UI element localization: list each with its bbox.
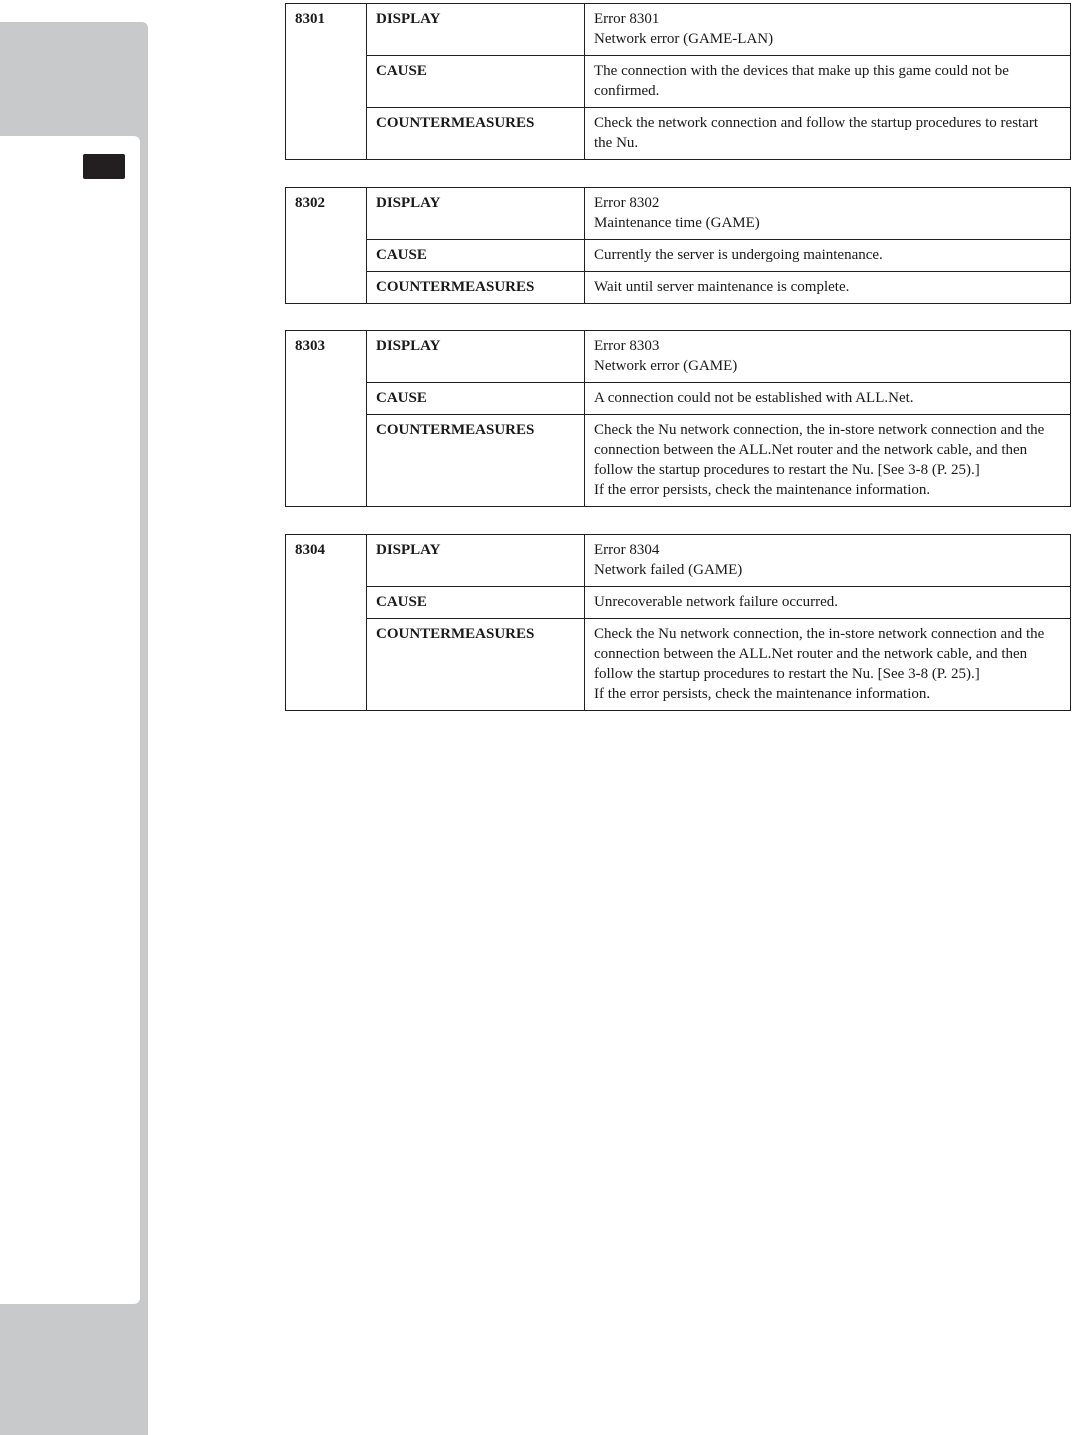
cause-line: confirmed.: [594, 83, 660, 99]
cause-line: The connection with the devices that make up this game could not be: [594, 63, 1009, 79]
countermeasures-label: COUNTERMEASURES: [367, 108, 585, 160]
error-code: 8302: [286, 188, 367, 304]
chapter-marker: [83, 154, 125, 179]
countermeasures-value: [585, 108, 1071, 160]
countermeasures-row: [286, 415, 1071, 507]
cause-value: [585, 240, 1071, 272]
countermeasures-label: COUNTERMEASURES: [367, 619, 585, 711]
cause-row: [286, 383, 1071, 415]
cause-line: Currently the server is undergoing maintenance.: [594, 247, 883, 263]
countermeasures-line: If the error persists, check the maintenance information.: [594, 482, 931, 498]
display-value: [585, 331, 1071, 383]
countermeasures-value: [585, 415, 1071, 507]
countermeasures-row: [286, 619, 1071, 711]
countermeasures-line: follow the startup procedures to restart the Nu. [See 3-8 (P. 25).]: [594, 666, 980, 682]
countermeasures-value: [585, 619, 1071, 711]
cause-label: CAUSE: [367, 587, 585, 619]
table-spacer: [285, 507, 1071, 534]
countermeasures-line: Check the Nu network connection, the in-store network connection and the: [594, 422, 1045, 438]
display-line: Error 8302: [594, 195, 660, 211]
cause-row: [286, 240, 1071, 272]
display-line: Network error (GAME-LAN): [594, 31, 774, 47]
countermeasures-value: [585, 272, 1071, 304]
display-label: DISPLAY: [367, 331, 585, 383]
error-table-8304: [285, 534, 1071, 711]
display-row: [286, 535, 1071, 587]
countermeasures-line: the Nu.: [594, 135, 639, 151]
cause-label: CAUSE: [367, 383, 585, 415]
countermeasures-label: COUNTERMEASURES: [367, 272, 585, 304]
display-value: [585, 4, 1071, 56]
countermeasures-line: connection between the ALL.Net router and the network cable, and then: [594, 646, 1028, 662]
error-code: 8304: [286, 535, 367, 711]
cause-label: CAUSE: [367, 56, 585, 108]
display-row: [286, 188, 1071, 240]
cause-value: [585, 56, 1071, 108]
error-code: 8303: [286, 331, 367, 507]
cause-row: [286, 56, 1071, 108]
display-line: Error 8304: [594, 542, 660, 558]
display-label: DISPLAY: [367, 188, 585, 240]
countermeasures-line: Wait until server maintenance is complete.: [594, 279, 850, 295]
display-row: [286, 4, 1071, 56]
cause-row: [286, 587, 1071, 619]
display-line: Network failed (GAME): [594, 562, 743, 578]
error-table-8301: [285, 3, 1071, 160]
display-line: Maintenance time (GAME): [594, 215, 760, 231]
display-line: Error 8301: [594, 11, 660, 27]
cause-label: CAUSE: [367, 240, 585, 272]
countermeasures-line: Check the network connection and follow the startup procedures to restart: [594, 115, 1039, 131]
error-table-8303: [285, 330, 1071, 507]
display-line: Network error (GAME): [594, 358, 738, 374]
side-tab-panel: [0, 136, 140, 1304]
countermeasures-row: [286, 108, 1071, 160]
countermeasures-label: COUNTERMEASURES: [367, 415, 585, 507]
countermeasures-line: If the error persists, check the maintenance information.: [594, 686, 931, 702]
error-table-8302: [285, 187, 1071, 304]
display-row: [286, 331, 1071, 383]
table-spacer: [285, 160, 1071, 187]
display-label: DISPLAY: [367, 535, 585, 587]
error-tables: [285, 3, 1071, 711]
cause-value: [585, 383, 1071, 415]
table-spacer: [285, 304, 1071, 330]
cause-line: Unrecoverable network failure occurred.: [594, 594, 839, 610]
error-code: 8301: [286, 4, 367, 160]
display-line: Error 8303: [594, 338, 660, 354]
display-value: [585, 188, 1071, 240]
cause-value: [585, 587, 1071, 619]
cause-line: A connection could not be established with ALL.Net.: [594, 390, 914, 406]
countermeasures-line: connection between the ALL.Net router and the network cable, and then: [594, 442, 1028, 458]
countermeasures-row: [286, 272, 1071, 304]
display-value: [585, 535, 1071, 587]
countermeasures-line: Check the Nu network connection, the in-store network connection and the: [594, 626, 1045, 642]
display-label: DISPLAY: [367, 4, 585, 56]
countermeasures-line: follow the startup procedures to restart the Nu. [See 3-8 (P. 25).]: [594, 462, 980, 478]
